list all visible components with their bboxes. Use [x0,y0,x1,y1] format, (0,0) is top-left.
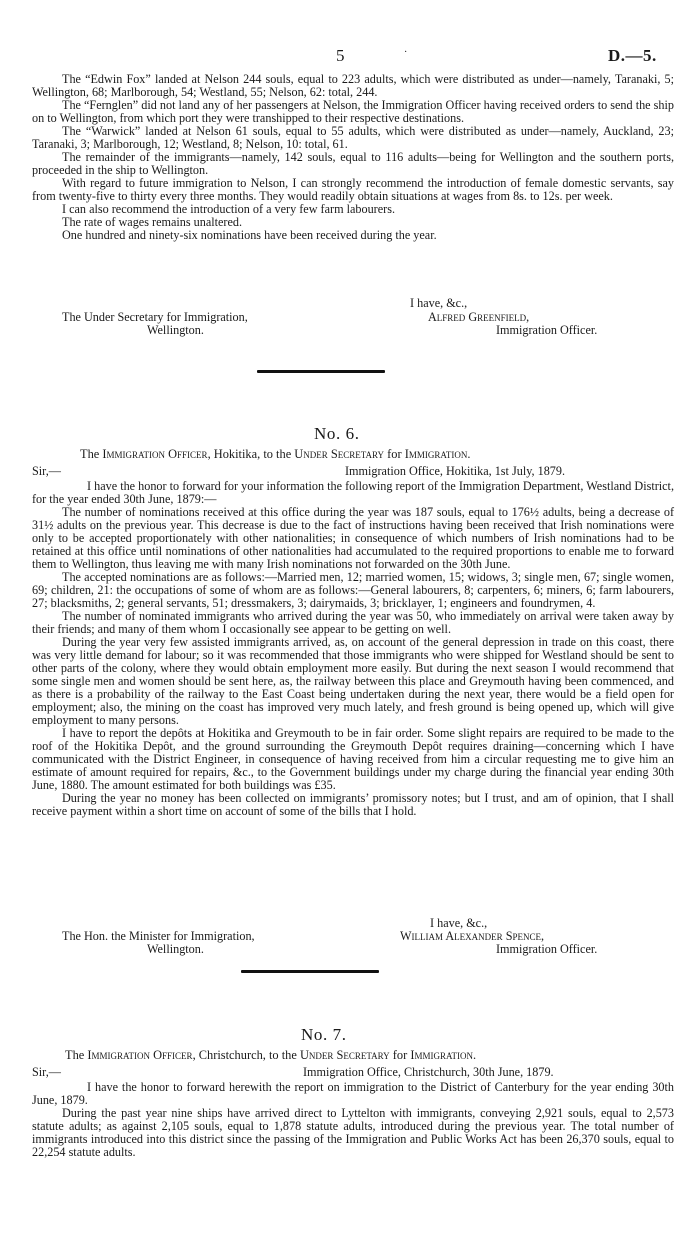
s6-sub-part: Immigration Officer [102,447,208,461]
s5-paragraph-2: The “Fernglen” did not land any of her passengers at Nelson, the Immigration Officer having received orders to send the ship on to Wellington, from which port they were transhipped to their respective destinations. [32,98,674,125]
s6-paragraph-2: The number of nominations received at this office during the year was 187 souls, equal to 176½ adults, being a decrease of 31½ adults on the previous year. This decrease is due to the fact of instructions having been received that Irish nominations were only to be accepted proportionately with other nationalities; in consequence of which numbers of Irish nominations had to be retained at this office until nominations of other nationalities had accumulated to the required proportions to enable me to forward them to Wellington, thus leaving me with many Irish nominations not forwarded on the 30th June. [32,505,674,571]
page-number: 5 [336,46,345,65]
s6-addressee-place: Wellington. [147,942,204,956]
s6-paragraph-3: The accepted nominations are as follows:—Married men, 12; married women, 15; widows, 3; single men, 67; single women, 69; children, 21: the occupations of some of whom are as follows:—General labourers, 8; carpenters, 6; miners, 6; farm labourers, 27; blacksmiths, 2; general servants, 51; dressmakers, 3; dairymaids, 3; bricklayer, 1; engineers and foundrymen, 4. [32,570,674,610]
section-divider-1 [257,370,385,373]
s6-salutation: Sir,— [32,464,61,478]
page-reference: D.—5. [608,46,657,65]
s7-heading: No. 7. [301,1025,347,1044]
section-divider-2 [241,970,379,973]
s6-sub-part: Immigration [404,447,468,461]
s7-sub-part: The [65,1048,88,1062]
s5-paragraph-7: The rate of wages remains unaltered. [62,215,243,229]
s6-paragraph-6: I have to report the depôts at Hokitika and Greymouth to be in fair order. Some slight repairs are required to be made to the roof of the Hokitika Depôt, and the ground surrounding the Greymouth Depôt requires draining—concerning which I have communicated with the District Engineer, in consequence of having received from him a circular requesting me to give him an estimate of amount required for repairs, &c., to the Government buildings under my charge during the financial year ending 30th June, 1880. The amount estimated for both buildings was £35. [32,726,674,792]
s7-address: Immigration Office, Christchurch, 30th June, 1879. [303,1065,554,1079]
section-6-body [32,480,674,818]
s6-address: Immigration Office, Hokitika, 1st July, 1879. [345,464,566,478]
s7-sub-part: Under Secretary [299,1048,390,1062]
s6-addressee: The Hon. the Minister for Immigration, [62,929,255,943]
s6-paragraph-4: The number of nominated immigrants who arrived during the year was 50, who immediately on arrival were taken away by their friends; and many of them whom I occasionally see appear to be getting on well. [32,609,674,636]
s5-addressee: The Under Secretary for Immigration, [62,310,248,324]
s5-closing: I have, &c., [410,296,468,310]
s6-heading: No. 6. [314,424,360,443]
s6-sub-part: The [80,447,103,461]
s7-sub-part: Immigration [410,1048,473,1062]
s6-paragraph-1: I have the honor to forward for your information the following report of the Immigration Department, Westland District, for the year ended 30th June, 1879:— [32,479,674,506]
s5-paragraph-6: I can also recommend the introduction of a very few farm labourers. [62,202,395,216]
s6-signatory-title: Immigration Officer. [496,942,598,956]
s5-paragraph-8: One hundred and ninety-six nominations have been received during the year. [62,228,437,242]
s6-sub-part: Under Secretary [294,447,385,461]
s6-signatory: William Alexander Spence, [400,929,545,943]
s6-sub-part: for [384,447,405,461]
s5-signatory: Alfred Greenfield, [428,310,530,324]
header-dot: · [404,47,408,58]
s7-sub-part: , Christchurch, to the [192,1048,300,1062]
s6-closing: I have, &c., [430,916,488,930]
s5-paragraph-3: The “Warwick” landed at Nelson 61 souls, equal to 55 adults, which were distributed as under—namely, Auckland, 23; Taranaki, 3; Marlborough, 12; Westland, 8; Nelson, 10: total, 61. [32,124,674,151]
s5-addressee-place: Wellington. [147,323,204,337]
s6-subheading [80,447,470,462]
s7-salutation: Sir,— [32,1065,61,1079]
s5-paragraph-1: The “Edwin Fox” landed at Nelson 244 souls, equal to 223 adults, which were distributed as under—namely, Taranaki, 5; Wellington, 68; Marlborough, 54; Westland, 55; Nelson, 62: total, 244. [32,72,674,99]
s7-sub-part: . [472,1048,477,1062]
s7-sub-part: for [389,1048,411,1062]
section-5-body [32,73,674,242]
s7-paragraph-1: I have the honor to forward herewith the report on immigration to the District of Canterbury for the year ending 30th June, 1879. [32,1080,674,1107]
s6-paragraph-7: During the year no money has been collected on immigrants’ promissory notes; but I trust, and am of opinion, that I shall receive payment within a short time on account of some of the bills that I hold. [32,791,674,818]
s7-sub-part: Immigration Officer [87,1048,193,1062]
s5-paragraph-4: The remainder of the immigrants—namely, 142 souls, equal to 116 adults—being for Wellington and the southern ports, proceeded in the ship to Wellington. [32,150,674,177]
s6-paragraph-5: During the year very few assisted immigrants arrived, as, on account of the general depression in trade on this coast, there was very little demand for labour; so it was recommended that those immigrants who were shipped for Westland should be sent to other parts of the colony, where they would obtain employment more easily. But during the next season I would recommend that some single men and women should be sent here, as, the railway between this place and Greymouth having been commenced, and as there is a probability of the railway to the East Coast being undertaken during the next year, there would be a field open for employment; also, the mining on the coast has improved very much lately, and fresh ground is being opened up, which will give employment to many persons. [32,635,674,727]
s6-sub-part: , Hokitika, to the [207,447,295,461]
s5-paragraph-5: With regard to future immigration to Nelson, I can strongly recommend the introduction of female domestic servants, say from twenty-five to thirty every three months. They would readily obtain situations at wages from 8s. to 12s. per week. [32,176,674,203]
s5-signatory-title: Immigration Officer. [496,323,598,337]
s6-sub-part: . [467,447,471,461]
s7-subheading [65,1048,476,1063]
section-7-body [32,1081,674,1159]
s7-paragraph-2: During the past year nine ships have arrived direct to Lyttelton with immigrants, conveying 2,921 souls, equal to 2,573 statute adults; as against 2,105 souls, equal to 1,878 statute adults, introduced during the previous year. The total number of immigrants introduced into this district since the passing of the Immigration and Public Works Act has been 26,370 souls, equal to 22,254 statute adults. [32,1106,674,1159]
